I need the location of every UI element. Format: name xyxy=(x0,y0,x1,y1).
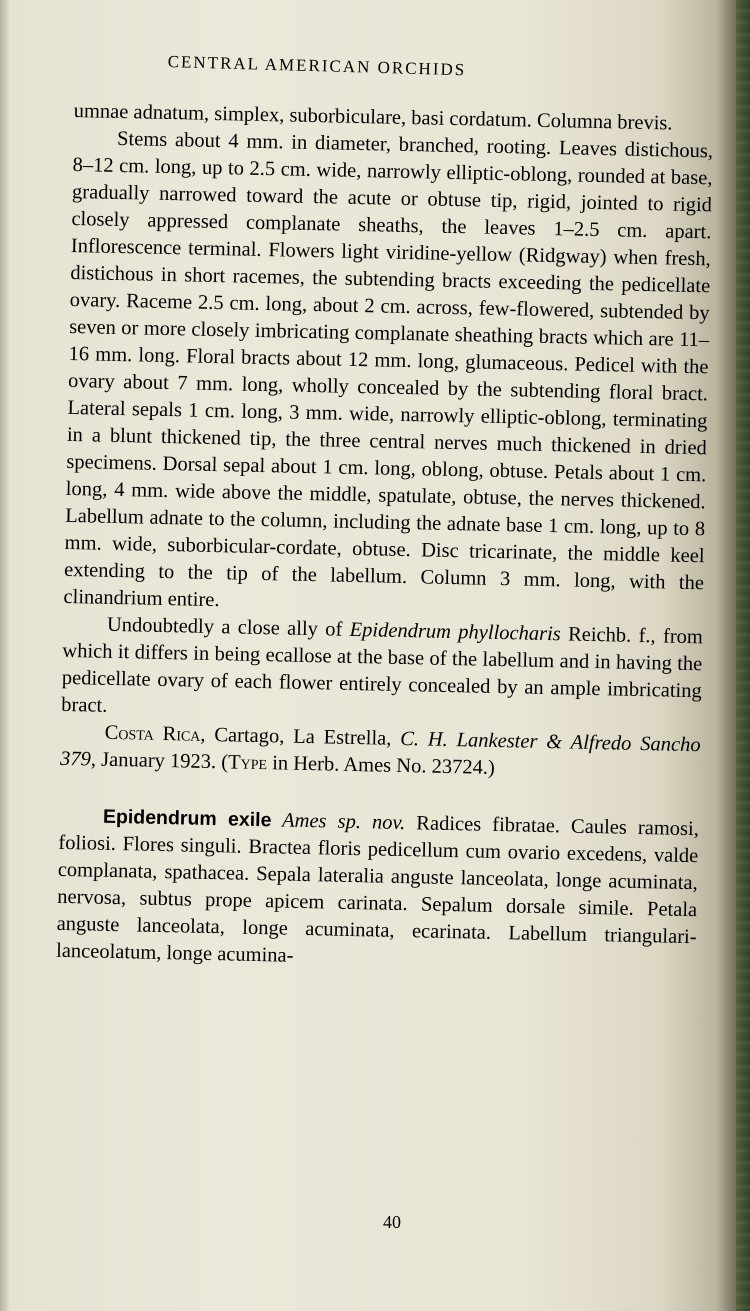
affinity-text-end: Reichb. f., from which it differs in being ecallose at the base of the labellum and in having the pedicellate ovary of each flower entirely concealed by an ample imbricating bract. xyxy=(61,623,704,717)
running-head: CENTRAL AMERICAN ORCHIDS xyxy=(167,52,467,80)
new-species-name: Epidendrum exile xyxy=(102,805,272,832)
specimen-country: Costa Rica xyxy=(104,721,201,746)
affinity-text-start: Undoubtedly a close ally of xyxy=(106,613,350,641)
specimen-locality: , Cartago, La Estrella, xyxy=(200,723,401,750)
specimen-date: , January 1923. ( xyxy=(90,748,229,774)
book-cover-edge xyxy=(736,0,750,1311)
page-shadow-left xyxy=(0,0,10,1311)
new-species-diagnosis: Radices fibratae. Caules ramosi, foliosi. Flores singuli. Bractea floris pedicellum cum ovario excedens, valde complanata, spathacea. Sepala lateralia anguste lanceolata, longe acuminata, nervosa, subtus prope apicem carinata. Sepalum dorsale simile. Petala anguste lanceolata, longe acuminata, ecarinata. Labellum triangulari-lanceolatum, longe acumina- xyxy=(55,812,700,967)
paragraph-new-species xyxy=(56,803,699,978)
body-text xyxy=(56,98,714,978)
specimen-herbarium: in Herb. Ames No. 23724.) xyxy=(266,752,496,779)
paragraph-description: Stems about 4 mm. in diameter, branched, rooting. Leaves distichous, 8–12 cm. long, up to 2.5 cm. wide, narrowly elliptic-oblong, rounded at base, gradually narrowed toward the acute or obtuse tip, rigid, jointed to rigid closely appressed complanate sheaths, the leaves 1–2.5 cm. apart. Inflorescence terminal. Flowers light viridine-yellow (Ridgway) when fresh, distichous in short racemes, the subtending bracts exceeding the pedicellate ovary. Raceme 2.5 cm. long, about 2 cm. across, few-flowered, subtended by seven or more closely imbricating complanate sheathing bracts which are 11–16 mm. long. Floral bracts about 12 mm. long, glumaceous. Pedicel with the ovary about 7 mm. long, wholly concealed by the subtending floral bract. Lateral sepals 1 cm. long, 3 mm. wide, narrowly elliptic-oblong, terminating in a blunt thickened tip, the three central nerves much thickened in dried specimens. Dorsal sepal about 1 cm. long, oblong, obtuse. Petals about 1 cm. long, 4 mm. wide above the middle, spatulate, obtuse, the nerves thickened. Labellum adnate to the column, including the adnate base 1 cm. long, up to 8 mm. wide, suborbicular-cordate, obtuse. Disc tricarinate, the middle keel extending to the tip of the labellum. Column 3 mm. long, with the clinandrium entire. xyxy=(63,127,714,612)
paragraph-latin-continuation: umnae adnatum, simplex, suborbiculare, basi cordatum. Columna brevis. xyxy=(73,99,673,135)
paragraph-affinity xyxy=(61,611,703,732)
species-reference-italic: Epidendrum phyllocharis xyxy=(349,618,561,646)
page-number: 40 xyxy=(383,1212,401,1232)
new-species-author: Ames sp. nov. xyxy=(271,809,406,835)
specimen-collector: C. H. Lankester & Alfredo Sancho 379 xyxy=(59,727,701,771)
specimen-type-label: Type xyxy=(227,751,268,775)
